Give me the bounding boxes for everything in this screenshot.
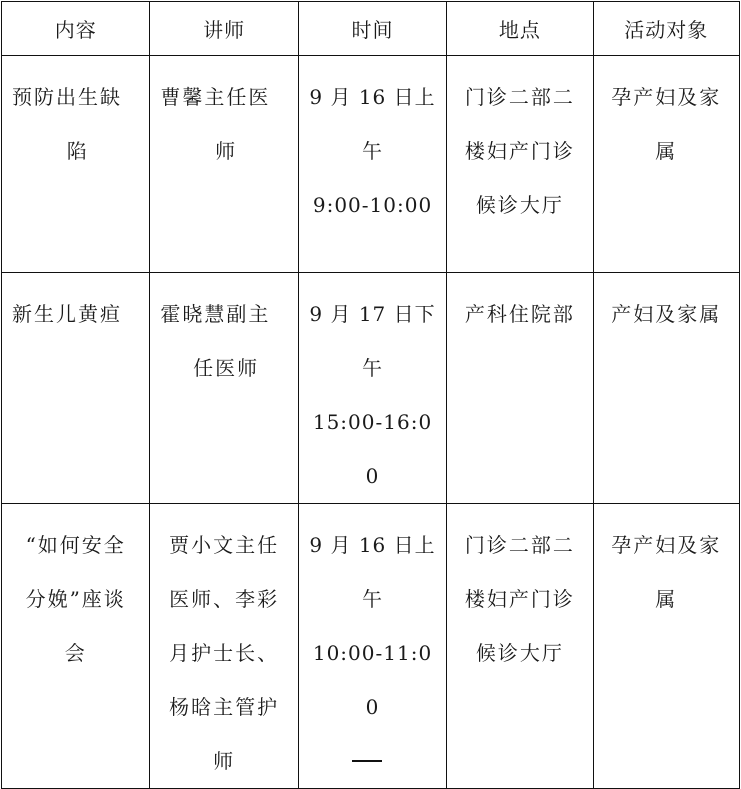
cell-location: [447, 56, 593, 273]
cell-text: 贾小文主任: [169, 533, 280, 557]
cell-lecturer: [150, 504, 298, 789]
cell-text: 门诊二部二: [464, 533, 575, 557]
cell-text: 师: [213, 749, 236, 773]
cell-text: 9:00-10:00: [312, 193, 433, 217]
cell-audience: [593, 273, 739, 504]
header-lecturer: 讲师: [150, 2, 298, 56]
table-row: [2, 273, 740, 504]
cell-text: 午: [362, 356, 384, 380]
cell-time: [298, 273, 446, 504]
header-audience: 活动对象: [593, 2, 739, 56]
header-content: 内容: [2, 2, 150, 56]
cell-text: 分娩”座谈: [25, 587, 126, 611]
cell-text: “如何安全: [25, 533, 126, 557]
cell-text: 午: [362, 139, 384, 163]
cell-text: 门诊二部二: [464, 85, 575, 109]
header-row: [2, 2, 740, 56]
table-continuation-mark: [352, 760, 382, 762]
cell-text: 陷: [66, 139, 89, 163]
cell-text: 9 月 16 日上: [309, 533, 436, 557]
cell-text: 10:00-11:0: [312, 641, 433, 665]
cell-lecturer: [150, 56, 298, 273]
cell-text: 霍晓慧副主: [160, 302, 271, 326]
cell-content: [2, 504, 150, 789]
cell-text: 新生儿黄疸: [12, 302, 122, 326]
cell-text: 预防出生缺: [12, 85, 122, 109]
cell-text: 楼妇产门诊: [464, 139, 575, 163]
cell-text: 楼妇产门诊: [464, 587, 575, 611]
cell-location: [447, 273, 593, 504]
cell-lecturer: [150, 273, 298, 504]
cell-text: 会: [64, 641, 87, 665]
cell-text: 师: [215, 139, 238, 163]
cell-text: 孕产妇及家: [611, 533, 722, 557]
cell-text: 属: [655, 139, 678, 163]
cell-text: 午: [362, 587, 384, 611]
cell-text: 候诊大厅: [475, 193, 564, 217]
cell-text: 15:00-16:0: [312, 410, 433, 434]
cell-text: 任医师: [193, 356, 260, 380]
cell-text: 产妇及家属: [611, 302, 722, 326]
cell-text: 孕产妇及家: [611, 85, 722, 109]
cell-text: 曹馨主任医: [160, 85, 271, 109]
cell-text: 医师、李彩: [169, 587, 280, 611]
cell-text: 属: [655, 587, 678, 611]
cell-audience: [593, 56, 739, 273]
cell-text: 产科住院部: [464, 302, 575, 326]
cell-text: 0: [365, 695, 380, 719]
table-row: [2, 504, 740, 789]
table-row: [2, 56, 740, 273]
cell-text: 0: [365, 464, 380, 488]
activity-schedule-table: [1, 1, 740, 789]
cell-audience: [593, 504, 739, 789]
cell-content: [2, 56, 150, 273]
header-time: 时间: [298, 2, 446, 56]
cell-text: 候诊大厅: [475, 641, 564, 665]
cell-time: [298, 504, 446, 789]
header-location: 地点: [447, 2, 593, 56]
cell-text: 9 月 17 日下: [309, 302, 436, 326]
cell-text: 9 月 16 日上: [309, 85, 436, 109]
cell-time: [298, 56, 446, 273]
cell-text: 月护士长、: [169, 641, 280, 665]
cell-location: [447, 504, 593, 789]
cell-text: 杨晗主管护: [169, 695, 280, 719]
cell-content: [2, 273, 150, 504]
